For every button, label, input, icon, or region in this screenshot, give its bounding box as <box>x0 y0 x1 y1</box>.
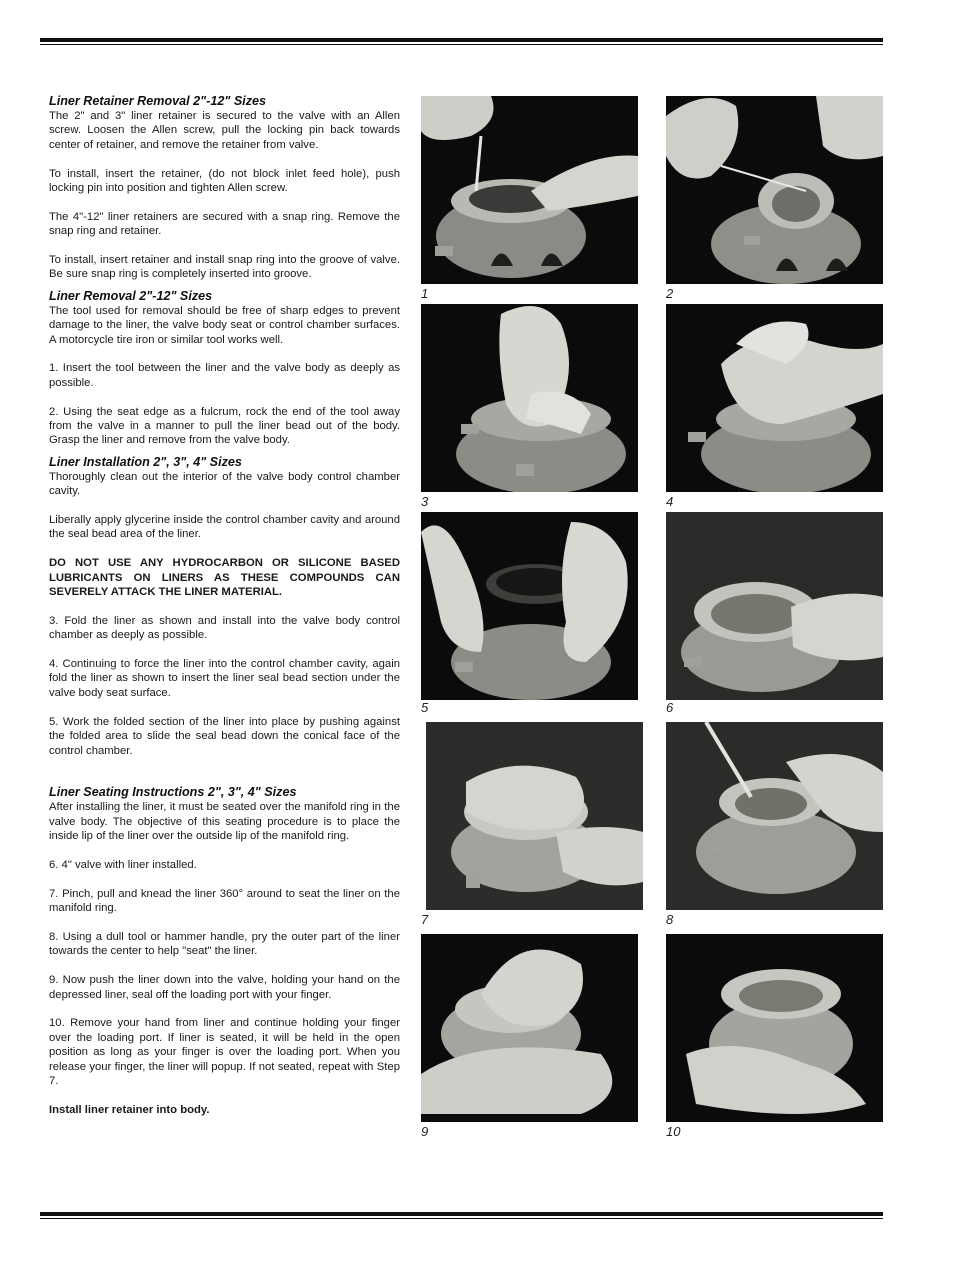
section-heading-liner-removal: Liner Removal 2"-12" Sizes <box>49 288 213 303</box>
photo-caption: 1 <box>421 286 429 301</box>
photo-7-knead-liner <box>426 722 643 910</box>
paragraph: To install, insert retainer and install snap ring into the groove of valve. Be sure snap ring is completely inserted into groove. <box>49 254 400 281</box>
paragraph: Thoroughly clean out the interior of the valve body control chamber cavity. <box>49 470 400 498</box>
photo-caption: 4 <box>666 494 674 509</box>
photo-8-pry-liner <box>666 722 883 910</box>
lubricant-warning: DO NOT USE ANY HYDROCARBON OR SILICONE BASED LUBRICANTS ON LINERS AS THESE COMPOUNDS CAN SEVERELY ATTACK THE LINER MATERIAL. <box>49 557 400 599</box>
photo-9-push-liner <box>421 934 638 1122</box>
photo-1-retainer-allen-screw <box>421 96 638 284</box>
photo-caption: 6 <box>666 700 674 715</box>
paragraph: The 2" and 3" liner retainer is secured to the valve with an Allen screw. Loosen the Allen screw, pull the locking pin back towards center of retainer, and remove the retainer from valve. <box>49 110 400 151</box>
step-7: 7. Pinch, pull and knead the liner 360° around to seat the liner on the manifold ring. <box>49 887 400 915</box>
bottom-rule <box>40 1212 883 1216</box>
step-8: 8. Using a dull tool or hammer handle, pry the outer part of the liner towards the center to help "seat" the liner. <box>49 930 400 958</box>
step-5: 5. Work the folded section of the liner into place by pushing against the folded area to slide the seal bead down the conical face of the control chamber. <box>49 715 400 757</box>
photo-10-seated-liner <box>666 934 883 1122</box>
paragraph: To install, insert the retainer, (do not block inlet feed hole), push locking pin into position and tighten Allen screw. <box>49 167 400 195</box>
step-6: 6. 4" valve with liner installed. <box>49 858 197 871</box>
top-rule-thin <box>40 44 883 45</box>
photo-3-insert-tool <box>421 304 638 492</box>
photo-caption: 10 <box>666 1124 681 1139</box>
section-heading-retainer-removal: Liner Retainer Removal 2"-12" Sizes <box>49 94 267 108</box>
photo-4-rock-tool <box>666 304 883 492</box>
photo-5-fold-liner <box>421 512 638 700</box>
paragraph: After installing the liner, it must be seated over the manifold ring in the valve body. The objective of this seating procedure is to place the inside lip of the liner over the outside lip of the manifold ring. <box>49 801 400 843</box>
paragraph: The 4"-12" liner retainers are secured with a snap ring. Remove the snap ring and retainer. <box>49 210 400 238</box>
step-10: 10. Remove your hand from liner and continue holding your finger over the loading port. If liner is seated, it will be held in the open position as long as your finger is over the loading port. When you release your finger, the liner will popup. If not seated, repeat with Step 7. <box>49 1017 400 1087</box>
step-4: 4. Continuing to force the liner into the control chamber cavity, again fold the liner as shown to insert the liner seal bead section under the valve body seat surface. <box>49 658 400 699</box>
section-heading-liner-installation: Liner Installation 2", 3", 4" Sizes <box>49 454 242 469</box>
step-3: 3. Fold the liner as shown and install into the valve body control chamber as deeply as possible. <box>49 614 400 642</box>
photo-6-valve-liner-installed <box>666 512 883 700</box>
photo-caption: 3 <box>421 494 429 509</box>
paragraph: Liberally apply glycerine inside the control chamber cavity and around the seal bead area of the liner. <box>49 514 400 541</box>
photo-caption: 7 <box>421 912 429 927</box>
instructions-column <box>49 93 400 1132</box>
step-9: 9. Now push the liner down into the valve, holding your hand on the depressed liner, seal off the loading port with your finger. <box>49 974 400 1001</box>
step-2: 2. Using the seat edge as a fulcrum, rock the end of the tool away from the valve in a manner to pull the liner bead out of the body. Grasp the liner and remove from the valve body. <box>49 405 400 447</box>
paragraph: The tool used for removal should be free of sharp edges to prevent damage to the liner, the valve body seat or control chamber surfaces. A motorcycle tire iron or similar tool works well. <box>49 304 400 346</box>
footer-note: Install liner retainer into body. <box>49 1103 210 1116</box>
photo-caption: 5 <box>421 700 429 715</box>
top-rule <box>40 38 883 42</box>
photo-caption: 8 <box>666 912 674 927</box>
photo-caption: 9 <box>421 1124 429 1139</box>
bottom-rule-thin <box>40 1218 883 1219</box>
photo-caption: 2 <box>666 286 674 301</box>
photo-2-locking-pin <box>666 96 883 284</box>
step-1: 1. Insert the tool between the liner and the valve body as deeply as possible. <box>49 362 400 389</box>
section-heading-liner-seating: Liner Seating Instructions 2", 3", 4" Sizes <box>49 785 297 800</box>
